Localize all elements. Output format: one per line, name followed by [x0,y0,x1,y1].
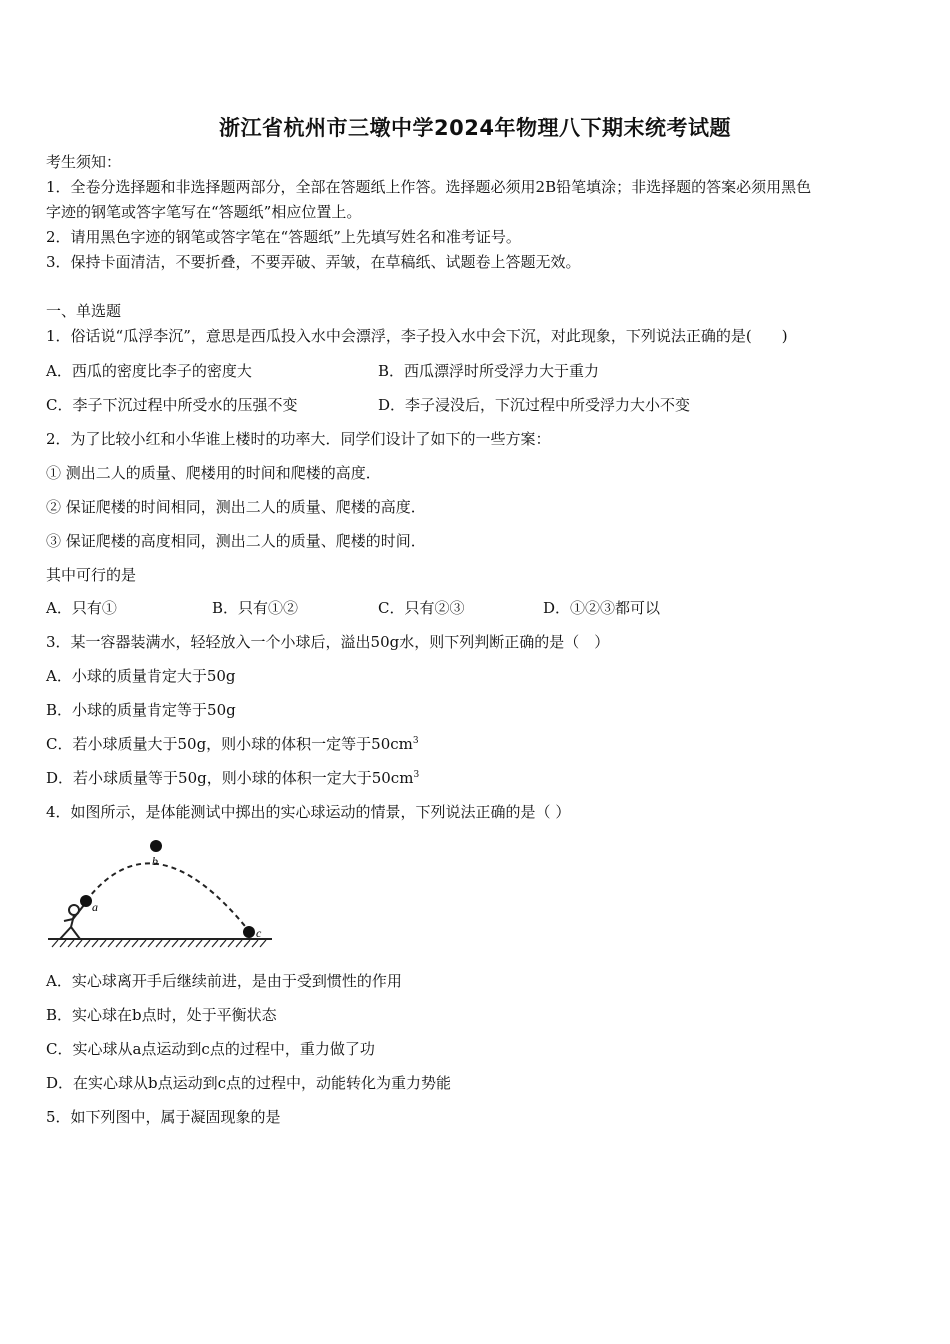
ground-hatching [52,940,266,947]
thrower-figure [60,905,84,939]
trajectory-dashed-curve [86,863,249,931]
q3-option-b: B．小球的质量肯定等于50g [46,701,236,719]
notice-item-1: 1．全卷分选择题和非选择题两部分，全部在答题纸上作答。选择题必须用2B铅笔填涂；非选择题的答案必须用黑色 [46,178,812,196]
q4-option-c: C．实心球从a点运动到c点的过程中，重力做了功 [46,1040,375,1058]
q2-option-b: B．只有①② [212,599,299,617]
shot-put-trajectory-figure [46,835,276,950]
q2-scheme-2: ② 保证爬楼的时间相同，测出二人的质量、爬楼的高度． [46,498,426,516]
q3-stem: 3．某一容器装满水，轻轻放入一个小球后，溢出50g水，则下列判断正确的是（ ） [46,633,610,651]
label-a: a [92,900,98,914]
q2-scheme-3: ③ 保证爬楼的高度相同，测出二人的质量、爬楼的时间． [46,532,426,550]
ball-at-a [80,895,92,907]
section-heading: 一、单选题 [46,302,122,320]
q4-option-b: B．实心球在b点时，处于平衡状态 [46,1006,277,1024]
q3-option-c: C．若小球质量大于50g，则小球的体积一定等于$50cm^3$ [46,735,419,753]
notice-item-2: 2．请用黑色字迹的钢笔或答字笔在“答题纸”上先填写姓名和准考证号。 [46,228,521,246]
q3-option-a: A．小球的质量肯定大于50g [46,667,236,685]
q1-option-d: D．李子浸没后，下沉过程中所受浮力大小不变 [378,396,691,414]
q4-option-a: A．实心球离开手后继续前进，是由于受到惯性的作用 [46,972,402,990]
q4-option-d: D．在实心球从b点运动到c点的过程中，动能转化为重力势能 [46,1074,452,1092]
q1-option-a: A．西瓜的密度比李子的密度大 [46,362,252,380]
notice-item-3: 3．保持卡面清洁，不要折叠，不要弄破、弄皱，在草稿纸、试题卷上答题无效。 [46,253,581,271]
label-b: b [152,854,158,868]
ball-at-c [243,926,255,938]
q2-option-a: A．只有① [46,599,117,617]
q1-option-c: C．李子下沉过程中所受水的压强不变 [46,396,298,414]
q1-option-b: B．西瓜漂浮时所受浮力大于重力 [378,362,600,380]
notice-item-1-cont: 字迹的钢笔或答字笔写在“答题纸”相应位置上。 [46,203,362,221]
q3-option-d: D．若小球质量等于50g，则小球的体积一定大于$50cm^3$ [46,769,420,787]
page-title: 浙江省杭州市三墩中学2024年物理八下期末统考试题 [219,116,731,140]
q1-stem: 1．俗话说“瓜浮李沉”，意思是西瓜投入水中会漂浮，李子投入水中会下沉，对此现象，下列说法正确的是( ) [46,327,788,345]
q5-stem: 5．如下列图中，属于凝固现象的是 [46,1108,281,1126]
superscript: 3 [412,736,419,746]
superscript: 3 [413,770,420,780]
q2-lead: 其中可行的是 [46,566,137,584]
q2-scheme-1: ① 测出二人的质量、爬楼用的时间和爬楼的高度． [46,464,381,482]
q2-stem: 2．为了比较小红和小华谁上楼时的功率大．同学们设计了如下的一些方案： [46,430,551,448]
ball-at-b [150,840,162,852]
label-c: c [256,926,262,940]
q2-option-c: C．只有②③ [378,599,465,617]
notice-heading: 考生须知： [46,153,122,171]
q2-option-d: D．①②③都可以 [543,599,661,617]
q4-stem: 4．如图所示，是体能测试中掷出的实心球运动的情景，下列说法正确的是（ ） [46,803,571,821]
